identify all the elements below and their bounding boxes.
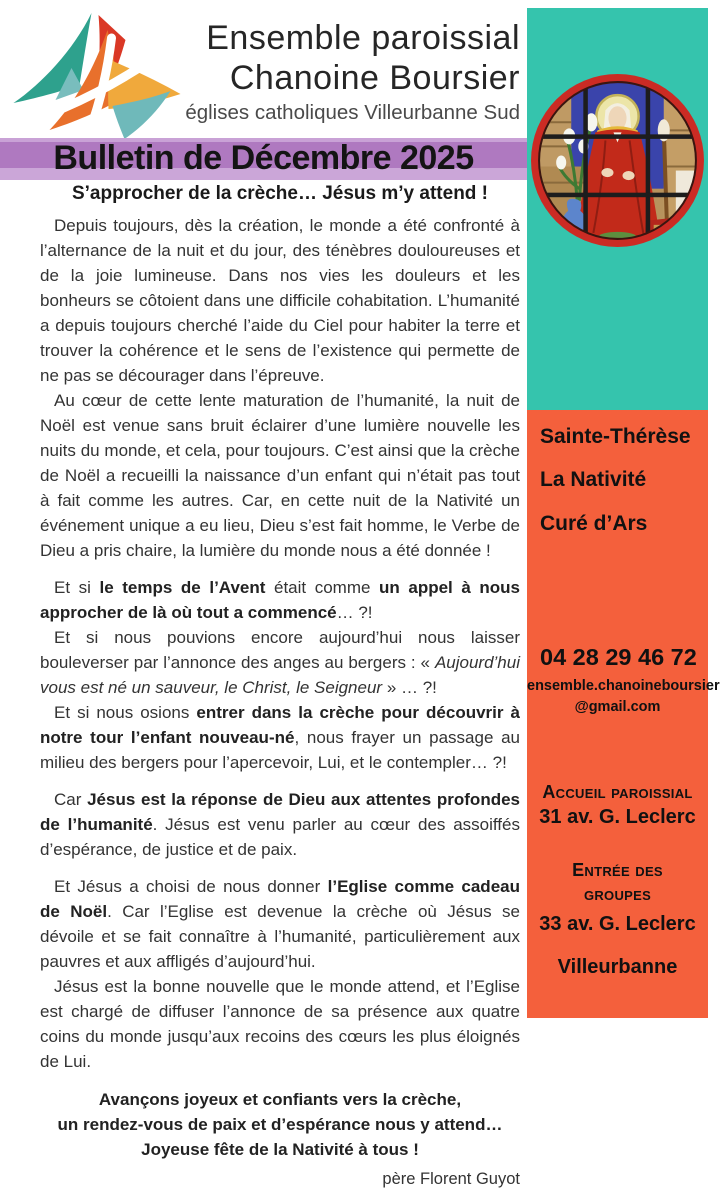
church-name: Sainte-Thérèse bbox=[540, 425, 691, 448]
page-subtitle: églises catholiques Villeurbanne Sud bbox=[185, 101, 520, 124]
page-title-line1: Ensemble paroissial bbox=[206, 19, 520, 57]
sidebar bbox=[527, 8, 720, 1018]
closing-block bbox=[40, 1087, 520, 1162]
closing-line: Joyeuse fête de la Nativité à tous ! bbox=[141, 1140, 419, 1159]
sidebar-bottom-orange bbox=[527, 410, 720, 1018]
article-paragraphs bbox=[40, 213, 520, 1074]
paragraph: Jésus est la bonne nouvelle que le monde attend, et l’Eglise est chargé de diffuser l’annonce de sa présence aux quatre coins du monde jusqu’aux recoins des cœurs les plus éloignés de Lui. bbox=[40, 977, 520, 1071]
closing-line: Avançons joyeux et confiants vers la crèche, bbox=[98, 1090, 462, 1109]
accueil-title: Accueil paroissial bbox=[542, 782, 693, 802]
banner bbox=[0, 138, 527, 180]
paragraph: Depuis toujours, dès la création, le monde a été confronté à l’alternance de la nuit et du jour, des ténèbres douloureuses et de la joie lumineuse. Dans nos vies les douleurs et les bonheurs se côtoient dans une difficile cohabitation. L’humanité a depuis toujours cherché l’aide du Ciel pour habiter la terre et trouver la cohérence et le sens de l’existence qui permette de ne pas se décourager dans l’épreuve. bbox=[40, 216, 520, 385]
entree-title-line2: groupes bbox=[583, 884, 652, 904]
email-line2: @gmail.com bbox=[574, 699, 661, 715]
paragraph: Au cœur de cette lente maturation de l’humanité, la nuit de Noël est venue sans bruit éclairer d’une lumière nouvelle les nuits du monde, et cela, pour toujours. C’est ainsi que la crèche de Noël a recueilli la naissance d’un enfant qui n’était pas tout à fait comme les autres. Car, en cette nuit de la Nativité un événement unique a eu lieu, Dieu s’est fait homme, le Verbe de Dieu a pris chaire, la lumière du monde nous a été donnée ! bbox=[40, 391, 520, 560]
city: Villeurbanne bbox=[557, 956, 678, 978]
paragraph: Et si nous pouvions encore aujourd’hui nous laisser bouleverser par l’annonce des anges au bergers : « Aujourd’hui vous est né un sauveur, le Christ, le Seigneur » … ?! bbox=[40, 628, 520, 697]
article-headline: S’approcher de la crèche… Jésus m’y attend ! bbox=[71, 183, 489, 204]
closing-line: un rendez-vous de paix et d’espérance nous y attend… bbox=[57, 1115, 503, 1134]
paragraph: Car Jésus est la réponse de Dieu aux attentes profondes de l’humanité. Jésus est venu parler au cœur des assoiffés d’espérance, de justice et de paix. bbox=[40, 790, 520, 859]
email-line1: ensemble.chanoineboursier bbox=[527, 678, 720, 694]
paragraph: Et Jésus a choisi de nous donner l’Eglise comme cadeau de Noël. Car l’Eglise est devenue la crèche où Jésus se dévoile et se fait connaître à l’humanité, particulièrement aux pauvres et aux affligés d’aujourd’hui. bbox=[40, 877, 520, 971]
entree-address: 33 av. G. Leclerc bbox=[539, 913, 696, 935]
parish-logo-cross-sails bbox=[10, 10, 188, 140]
sidebar-top-teal bbox=[527, 8, 708, 410]
church-name: Curé d’Ars bbox=[540, 512, 648, 535]
paragraph: Et si le temps de l’Avent était comme un appel à nous approcher de là où tout a commencé… ?! bbox=[40, 578, 520, 622]
header bbox=[185, 18, 520, 126]
page-title-line2: Chanoine Boursier bbox=[229, 59, 520, 97]
phone-number: 04 28 29 46 72 bbox=[540, 644, 697, 670]
banner-title: Bulletin de Décembre 2025 bbox=[53, 139, 474, 177]
signature: père Florent Guyot bbox=[382, 1170, 520, 1188]
accueil-address: 31 av. G. Leclerc bbox=[539, 806, 696, 828]
church-name: La Nativité bbox=[540, 468, 647, 491]
stained-glass-saint-window bbox=[527, 70, 708, 251]
paragraph: Et si nous osions entrer dans la crèche pour découvrir à notre tour l’enfant nouveau-né, nous frayer un passage au milieu des bergers pour l’apercevoir, Lui, et le contempler… ?! bbox=[40, 703, 521, 772]
article bbox=[40, 183, 520, 1189]
entree-title-line1: Entrée des bbox=[572, 860, 663, 880]
